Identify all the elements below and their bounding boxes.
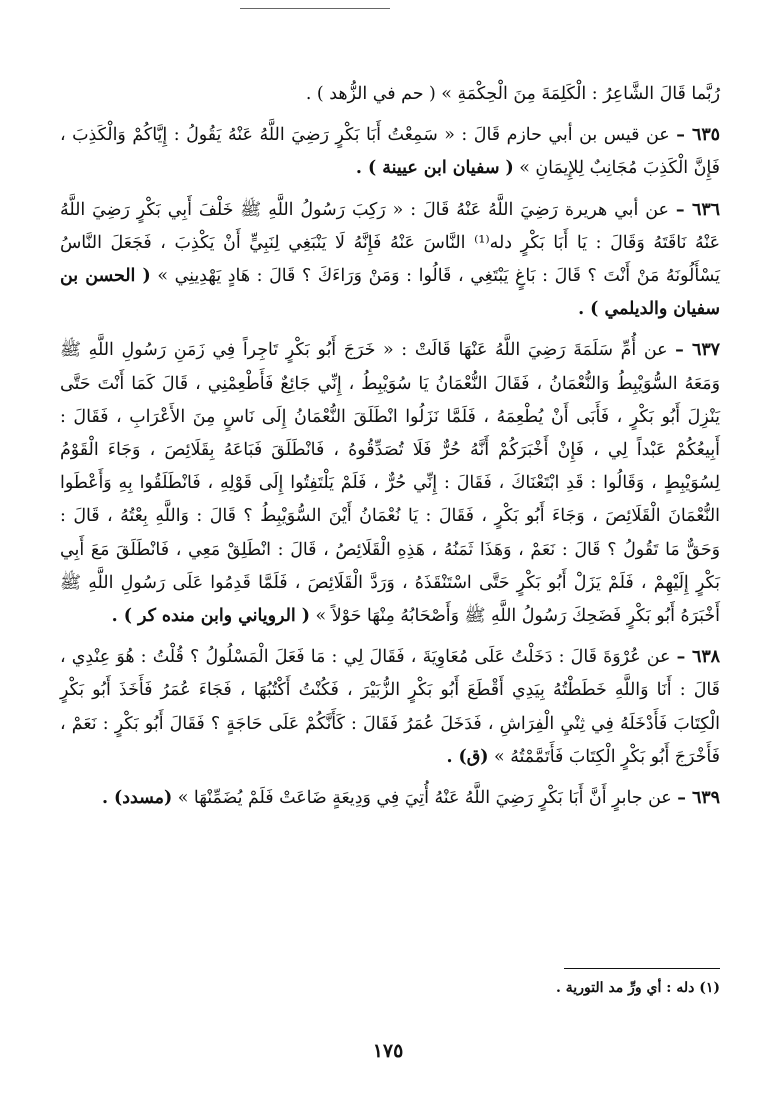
hadith-number: ٦٣٩ –: [677, 788, 720, 809]
hadith-number: ٦٣٥ –: [676, 125, 721, 146]
hadith-number: ٦٣٧ –: [675, 340, 721, 361]
page-number: ١٧٥: [372, 1040, 404, 1062]
hadith-source: (ق) .: [446, 746, 489, 767]
page-body: [60, 78, 720, 815]
hadith-paragraph: [60, 782, 720, 815]
paragraph-text: عن قيس بن أبي حازم قَالَ : « سَمِعْتُ أَبَا بَكْرٍ رَضِيَ اللَّهُ عَنْهُ يَقُولُ : إِيَّاكُمْ وَالْكَذِبَ ، فَإِنَّ الْكَذِبَ مُجَانِبٌ لِلإِيمَانِ »: [60, 125, 720, 179]
paragraph-text: عن عُرْوَةَ قَالَ : دَخَلْتُ عَلَى مُعَاوِيَةَ ، فَقَالَ لِي : مَا فَعَلَ الْمَسْلُولُ ؟ قُلْتُ : هُوَ عِنْدِي ، قَالَ : أَنَا وَاللَّهِ خَطَطْتُهُ بِيَدِي أَقْطَعَ أَبُو بَكْرٍ الزُّبَيْرَ ، فَكُنْتُ أَكْتُبُهَا ، فَجَاءَ عُمَرُ فَأَخَذَ أَبُو بَكْرٍ الْكِتَابَ فَأَدْخَلَهُ فِي ثِنْيِ الْفِرَاشِ ، فَدَخَلَ عُمَرُ فَقَالَ : كَأَنَّكُمْ عَلَى حَاجَةٍ ؟ فَقَالَ أَبُو بَكْرٍ : نَعَمْ ، فَأَخْرَجَ أَبُو بَكْرٍ الْكِتَابَ فَأَتَمَّمْتُهُ »: [60, 647, 720, 767]
footnote: (١) دله : أي ورِّ مد التورية .: [556, 980, 720, 996]
hadith-paragraph: [60, 194, 720, 327]
hadith-paragraph: [60, 334, 720, 633]
hadith-paragraph: [60, 78, 720, 111]
paragraph-text: عن أبي هريرة رَضِيَ اللَّهُ عَنْهُ قَالَ : « رَكِبَ رَسُولُ اللَّهِ ﷺ خَلْفَ أَبِي بَكْرٍ رَضِيَ اللَّهُ عَنْهُ نَاقَتَهُ وَقَالَ : يَا أَبَا بَكْرٍ دله⁽¹⁾ النَّاسَ عَنْهُ فَإِنَّهُ لَا يَنْبَغِي لِنَبِيٍّ أَنْ يَكْذِبَ ، فَجَعَلَ النَّاسُ يَسْأَلُونَهُ مَنْ أَنْتَ ؟ قَالَ : بَاغٍ يَبْتَغِي ، قَالُوا : وَمَنْ وَرَاءَكَ ؟ قَالَ : هَادٍ يَهْدِينِي »: [60, 199, 720, 287]
hadith-source: ( سفيان ابن عيينة ) .: [355, 158, 514, 179]
hadith-paragraph: [60, 641, 720, 774]
paragraph-text: عن جابرٍ أَنَّ أَبَا بَكْرٍ رَضِيَ اللَّهُ عَنْهُ أُتِيَ فِي وَدِيعَةٍ ضَاعَتْ فَلَمْ يُضَمِّنْهَا »: [172, 788, 672, 809]
hadith-source: ( الروياني وابن منده كر ) .: [111, 606, 311, 627]
hadith-number: ٦٣٨ –: [676, 647, 721, 668]
hadith-source: (مسدد) .: [101, 788, 173, 809]
hadith-source: ( الحسن بن سفيان والديلمي ) .: [60, 266, 720, 320]
hadith-number: ٦٣٦ –: [675, 199, 721, 220]
paragraph-text: رُبَّما قَالَ الشَّاعِرُ : الْكَلِمَةَ مِنَ الْحِكْمَةِ » ( حم في الزُّهد ) .: [305, 84, 720, 104]
paragraph-text: عن أُمِّ سَلَمَةَ رَضِيَ اللَّهُ عَنْهَا قَالَتْ : « خَرَجَ أَبُو بَكْرٍ تَاجِراً فِي زَمَنِ رَسُولِ اللَّهِ ﷺ وَمَعَهُ السُّوَيْبِطُ وَالنُّعْمَانُ ، فَقَالَ النُّعْمَانُ يَا سُوَيْبِطُ ، إِنِّي جَائِعٌ فَأَطْعِمْنِي ، قَالَ كَمَا أَنْتَ حَتَّى يَنْزِلَ أَبُو بَكْرٍ ، فَأَبَى أَنْ يُطْعِمَهُ ، فَلَمَّا نَزَلُوا انْطَلَقَ النُّعْمَانُ إِلَى نَاسٍ مِنَ الأَعْرَابِ ، فَقَالَ : أَبِيعُكُمْ عَبْداً لِي ، فَإِنْ أَخْبَرَكُمْ أَنَّهُ حُرٌّ فَلَا تُصَدِّقُوهُ ، فَانْطَلَقَ فَبَاعَهُ بِقَلَائِصَ ، وَجَاءَ الْقَوْمُ لِسُوَيْبِطٍ ، وَقَالُوا : قَدِ ابْتَعْنَاكَ ، فَقَالَ : إِنِّي حُرٌّ ، فَلَمْ يَلْتَفِتُوا إِلَى قَوْلِهِ ، فَانْطَلَقُوا بِهِ وَأَعْطَوا النُّعْمَانَ الْقَلَائِصَ ، وَجَاءَ أَبُو بَكْرٍ ، فَقَالَ : يَا نُعْمَانُ أَيْنَ السُّوَيْبِطُ ؟ قَالَ : وَاللَّهِ بِعْتُهُ ، قَالَ : وَحَقٌّ مَا تَقُولُ ؟ قَالَ : نَعَمْ ، وَهَذَا ثَمَنُهُ ، هَذِهِ الْقَلَائِصُ ، قَالَ : انْطَلِقْ مَعِي ، فَانْطَلَقَ مَعَ أَبِي بَكْرٍ إِلَيْهِمْ ، فَلَمْ يَزَلْ أَبُو بَكْرٍ حَتَّى اسْتَنْقَذَهُ ، وَرَدَّ الْقَلَائِصَ ، فَلَمَّا قَدِمُوا عَلَى رَسُولِ اللَّهِ ﷺ أَخْبَرَهُ أَبُو بَكْرٍ فَضَحِكَ رَسُولُ اللَّهِ ﷺ وَأَصْحَابُهُ مِنْهَا حَوْلاً »: [60, 340, 720, 627]
hadith-paragraph: [60, 119, 720, 185]
top-rule: [240, 8, 390, 9]
footnote-divider: [564, 968, 720, 969]
